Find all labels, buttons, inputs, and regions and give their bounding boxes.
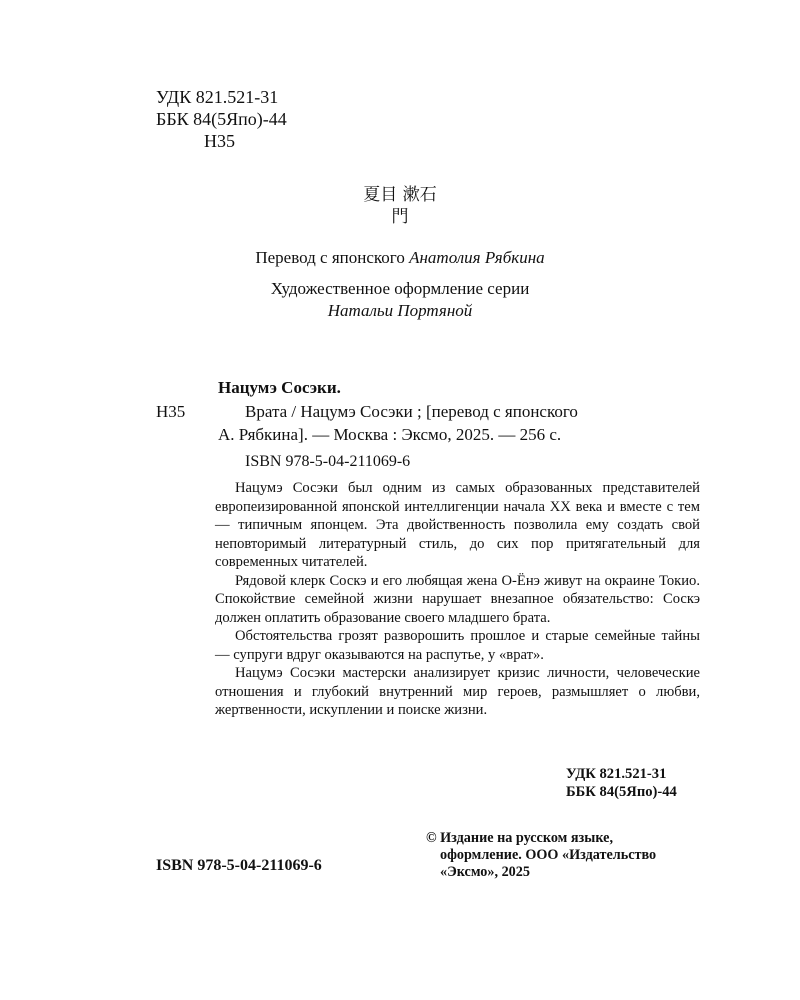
author-mark: Н35	[204, 131, 235, 151]
author-heading: Нацумэ Сосэки.	[218, 378, 341, 397]
design-credit-label: Художественное оформление серии	[270, 279, 530, 298]
copyright-notice	[426, 830, 656, 881]
translator-name: Анатолия Рябкина	[409, 248, 545, 267]
isbn-inline: ISBN 978-5-04-211069-6	[245, 453, 411, 470]
annotation-paragraph: Обстоятельства грозят разворошить прошлое и старые семейные тайны — супруги вдруг оказываются на распутье, у «врат».	[215, 628, 700, 663]
isbn-bottom: ISBN 978-5-04-211069-6	[156, 857, 322, 874]
bibliographic-line-2: А. Рябкина]. — Москва : Эксмо, 2025. — 256 с.	[218, 425, 562, 444]
bibliographic-line-1: Врата / Нацумэ Сосэки ; [перевод с японского	[245, 402, 578, 421]
designer-name: Натальи Портяной	[327, 301, 473, 320]
annotation-paragraph: Рядовой клерк Соскэ и его любящая жена О-Ёнэ живут на окраине Токио. Спокойствие семейной жизни нарушает внезапное обязательство: Соскэ должен оплатить образование своего младшего брата.	[215, 572, 700, 626]
bbk-code: ББК 84(5Япо)-44	[156, 109, 287, 129]
annotation-paragraph: Нацумэ Сосэки мастерски анализирует кризис личности, человеческие отношения и глубокий внутренний мир героев, размышляет о любви, жертвенности, искуплении и поиске жизни.	[215, 665, 700, 718]
translation-credit	[0, 246, 800, 270]
copyright-line: «Эксмо», 2025	[440, 864, 530, 880]
annotation-paragraph: Нацумэ Сосэки был одним из самых образованных представителей европеизированной японской интеллигенции начала XX века и вместе с тем — типичным японцем. Эта двойственность позволила ему создать свой неповторимый литературный стиль, до сих пор притягательный для современных читателей.	[215, 480, 700, 570]
translation-prefix: Перевод с японского	[255, 248, 405, 267]
original-author-name: 夏目 漱石	[363, 185, 437, 205]
udk-code-bottom: УДК 821.521-31	[566, 766, 667, 782]
copyright-line: оформление. ООО «Издательство	[440, 847, 657, 863]
copyright-line: © Издание на русском языке,	[426, 830, 613, 846]
bbk-code-bottom: ББК 84(5Япо)-44	[566, 784, 677, 800]
udk-code: УДК 821.521-31	[156, 87, 279, 107]
annotation	[215, 479, 700, 720]
original-title: 門	[391, 207, 409, 227]
author-mark-side: Н35	[156, 402, 186, 421]
